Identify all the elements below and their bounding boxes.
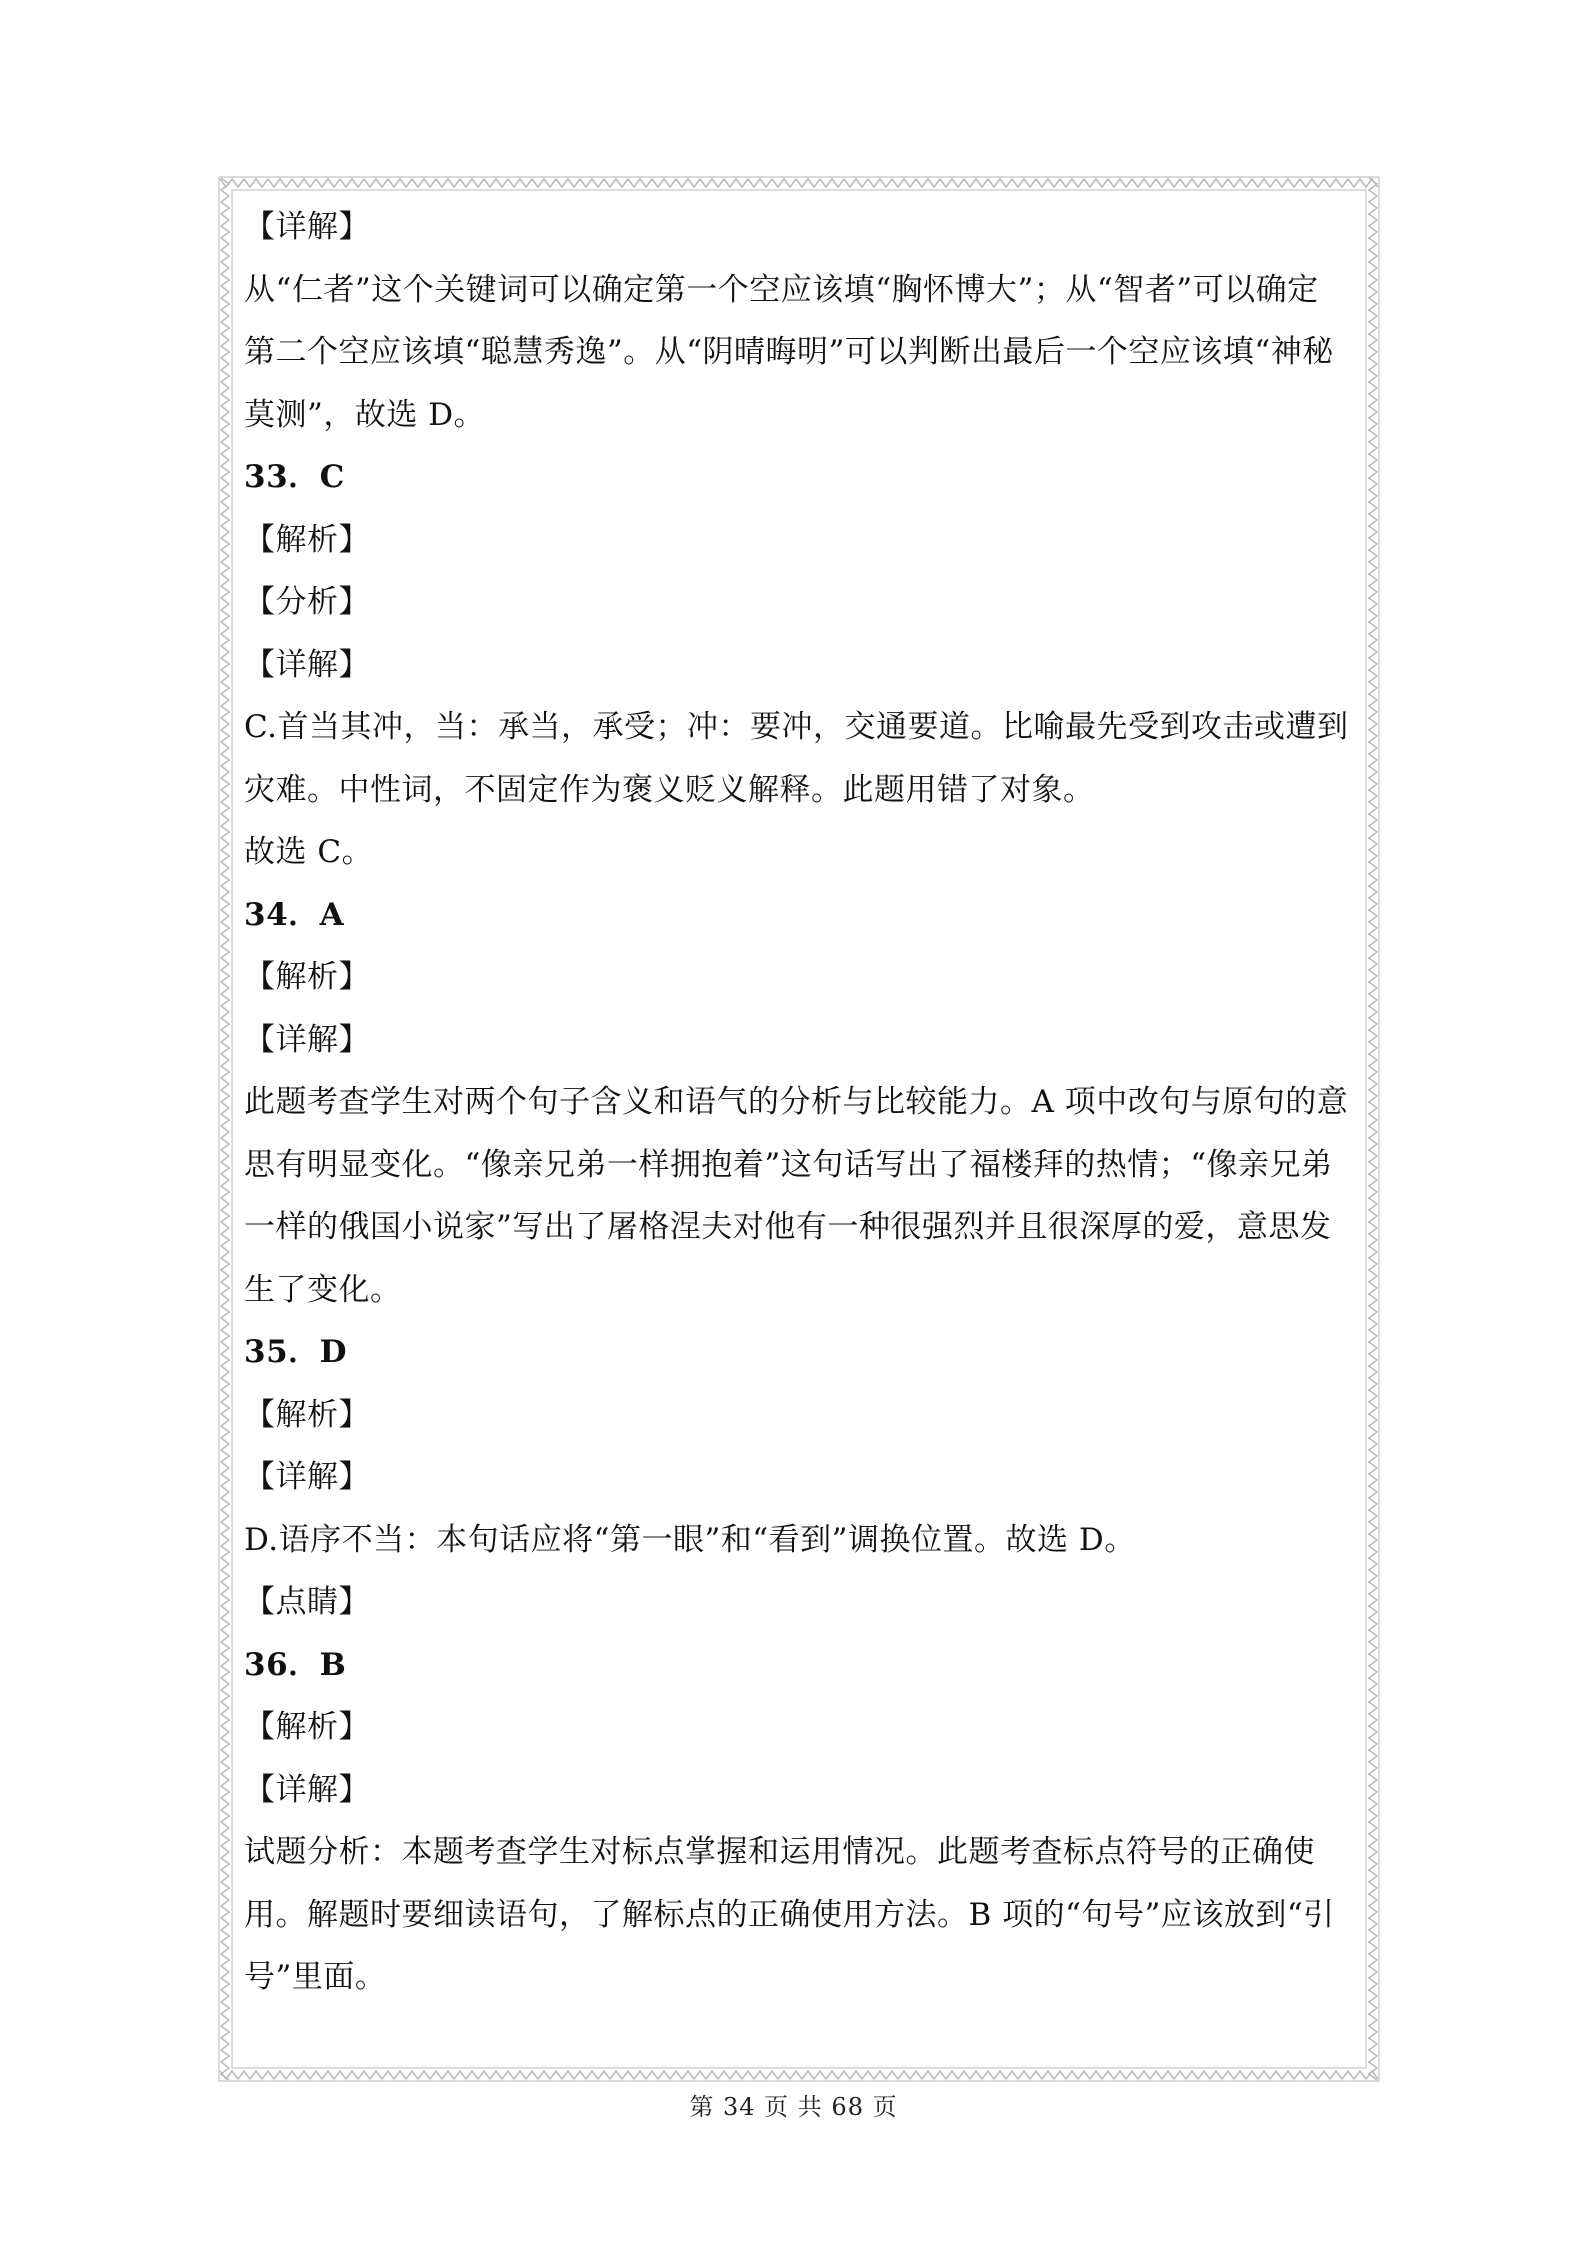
- text-line: 【详解】: [244, 209, 370, 245]
- text-line: 【详解】: [244, 1459, 370, 1495]
- text-line: 生了变化。: [244, 1271, 402, 1308]
- text-line: 试题分析：本题考查学生对标点掌握和运用情况。此题考查标点符号的正确使: [244, 1834, 1315, 1870]
- text-line: 思有明显变化。“像亲兄弟一样拥抱着”这句话写出了福楼拜的热情；“像亲兄弟: [244, 1146, 1333, 1183]
- document-body: [244, 196, 1358, 2009]
- text-line: 故选 C。: [244, 834, 374, 870]
- page-footer: 第 34 页 共 68 页: [689, 2093, 898, 2121]
- question-number: 36．B: [244, 1646, 347, 1683]
- text-line: 【解析】: [244, 1396, 370, 1433]
- text-line: C.首当其冲，当：承当，承受；冲：要冲，交通要道。比喻最先受到攻击或遭到: [244, 709, 1349, 745]
- text-line: 【解析】: [244, 1709, 370, 1745]
- text-line: 用。解题时要细读语句，了解标点的正确使用方法。B 项的“句号”应该放到“引: [244, 1896, 1335, 1933]
- question-number: 35．D: [244, 1334, 348, 1370]
- text-line: 灾难。中性词，不固定作为褒义贬义解释。此题用错了对象。: [244, 771, 1095, 808]
- text-line: D.语序不当：本句话应将“第一眼”和“看到”调换位置。故选 D。: [244, 1521, 1136, 1558]
- text-line: 第二个空应该填“聪慧秀逸”。从“阴晴晦明”可以判断出最后一个空应该填“神秘: [244, 334, 1334, 370]
- text-line: 此题考查学生对两个句子含义和语气的分析与比较能力。A 项中改句与原句的意: [244, 1084, 1349, 1120]
- text-line: 【解析】: [244, 959, 370, 995]
- text-line: 号”里面。: [244, 1959, 387, 1995]
- text-line: 【点睛】: [244, 1584, 370, 1620]
- text-line: 一样的俄国小说家”写出了屠格涅夫对他有一种很强烈并且很深厚的爱，意思发: [244, 1209, 1332, 1245]
- text-line: 【详解】: [244, 1021, 370, 1058]
- question-number: 33．C: [244, 459, 345, 495]
- text-line: 【分析】: [244, 584, 370, 620]
- question-number: 34．A: [244, 896, 345, 933]
- text-line: 【详解】: [244, 1771, 370, 1808]
- text-line: 【详解】: [244, 646, 370, 683]
- text-line: 莫测”，故选 D。: [244, 396, 486, 433]
- text-line: 【解析】: [244, 521, 370, 558]
- text-line: 从“仁者”这个关键词可以确定第一个空应该填“胸怀博大”；从“智者”可以确定: [244, 271, 1319, 308]
